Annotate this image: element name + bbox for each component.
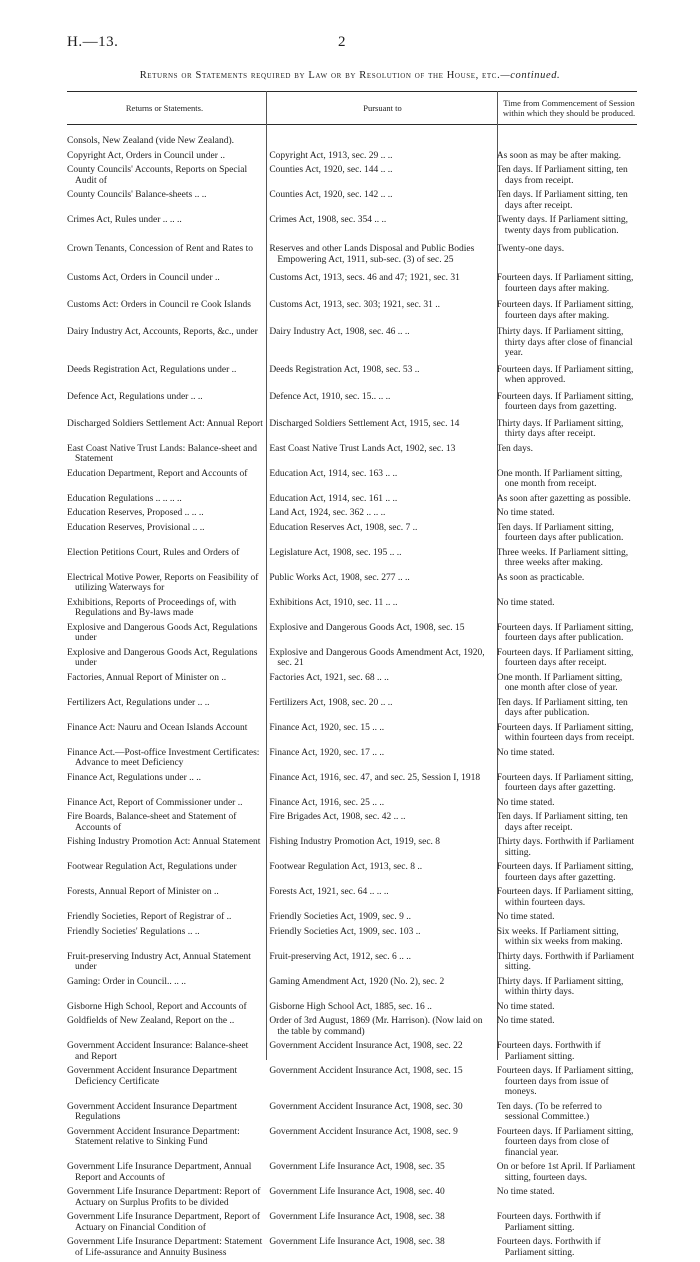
table-row [67, 748, 637, 769]
table-row [67, 723, 637, 744]
table-row [67, 365, 637, 386]
table-row [67, 1041, 637, 1062]
table-row [67, 837, 637, 858]
returns-cell: Electrical Motive Power, Reports on Feasibility of utilizing Waterways for [67, 572, 259, 593]
pursuant-cell: Explosive and Dangerous Goods Act, 1908, sec. 15 [269, 622, 465, 633]
returns-cell: Government Life Insurance Department, Annual Report and Accounts of [67, 1162, 252, 1183]
table-row [67, 494, 637, 505]
pursuant-cell: Defence Act, 1910, sec. 15.. .. .. [269, 391, 391, 402]
pursuant-cell: Fishing Industry Promotion Act, 1919, sec. 8 [269, 837, 441, 847]
pursuant-cell: Government Accident Insurance Act, 1908, sec. 22 [269, 1041, 463, 1051]
returns-cell: Education Regulations .. .. .. .. [67, 493, 182, 504]
time-cell: Fourteen days. Forthwith if Parliament sitting. [496, 1212, 601, 1233]
pursuant-cell: Education Act, 1914, sec. 163 .. .. [269, 468, 398, 479]
returns-cell: Government Accident Insurance Department: Statement relative to Sinking Fund [67, 1126, 240, 1147]
time-cell: Ten days. If Parliament sitting, ten days from receipt. [496, 165, 628, 186]
time-cell: Thirty days. If Parliament sitting, thirty days after close of financial year. [496, 327, 633, 358]
time-cell: Fourteen days. If Parliament sitting, fourteen days from issue of moneys. [496, 1066, 634, 1097]
pursuant-cell: Finance Act, 1920, sec. 17 .. .. [269, 747, 385, 758]
table-row [67, 151, 637, 162]
time-cell: As soon as may be after making. [496, 150, 621, 161]
time-cell: Fourteen days. Forthwith if Parliament sitting. [496, 1237, 601, 1258]
time-cell: Fourteen days. If Parliament sitting, fourteen days from gazetting. [496, 391, 634, 412]
returns-cell: Government Life Insurance Department, Report of Actuary on Financial Condition of [67, 1212, 261, 1233]
time-cell: Ten days. If Parliament sitting, ten days after receipt. [496, 190, 628, 211]
table-row [67, 862, 637, 883]
pursuant-cell: Government Life Insurance Act, 1908, sec. 35 [269, 1162, 445, 1172]
returns-cell: Deeds Registration Act, Regulations under .. [67, 364, 237, 375]
pursuant-cell [269, 136, 496, 147]
table-row [67, 887, 637, 908]
table-row [67, 508, 637, 519]
table-row [67, 392, 637, 413]
pursuant-cell: Order of 3rd August, 1869 (Mr. Harrison). (Now laid on the table by command) [269, 1016, 483, 1037]
pursuant-cell: Education Act, 1914, sec. 161 .. .. [269, 493, 398, 504]
returns-cell: Friendly Societies, Report of Registrar of .. [67, 912, 232, 922]
pursuant-cell: Dairy Industry Act, 1908, sec. 46 .. .. [269, 327, 410, 337]
returns-cell: Finance Act.—Post-office Investment Certificates: Advance to meet Deficiency [67, 747, 260, 768]
pursuant-cell: Land Act, 1924, sec. 362 .. .. .. [269, 508, 386, 518]
returns-cell: County Councils' Accounts, Reports on Special Audit of [67, 165, 248, 186]
pursuant-cell: Explosive and Dangerous Goods Amendment Act, 1920, sec. 21 [269, 647, 485, 668]
pursuant-cell: Government Accident Insurance Act, 1908, sec. 9 [269, 1126, 458, 1137]
returns-cell: Government Accident Insurance Department Deficiency Certificate [67, 1066, 238, 1087]
pursuant-cell: Government Life Insurance Act, 1908, sec. 40 [269, 1187, 445, 1197]
time-cell: Fourteen days. If Parliament sitting, within fourteen days from receipt. [496, 722, 635, 743]
pursuant-cell: Friendly Societies Act, 1909, sec. 9 .. [269, 912, 412, 922]
time-cell: Three weeks. If Parliament sitting, three weeks after making. [496, 547, 629, 568]
pursuant-cell: Government Accident Insurance Act, 1908, sec. 30 [269, 1101, 463, 1112]
returns-cell: Consols, New Zealand (vide New Zealand). [67, 136, 234, 146]
returns-cell: Government Life Insurance Department: Report of Actuary on Surplus Profits to be divided [67, 1187, 261, 1208]
returns-cell: Fire Boards, Balance-sheet and Statement of Accounts of [67, 812, 237, 833]
returns-cell: Government Accident Insurance: Balance-sheet and Report [67, 1041, 249, 1062]
pursuant-cell: Fire Brigades Act, 1908, sec. 42 .. .. [269, 812, 406, 822]
time-cell: On or before 1st April. If Parliament sitting, fourteen days. [496, 1162, 636, 1183]
table-row [67, 523, 637, 544]
returns-cell: Fruit-preserving Industry Act, Annual Statement under [67, 951, 251, 972]
header-rule [67, 124, 637, 125]
returns-cell: Fishing Industry Promotion Act: Annual Statement [67, 837, 261, 847]
time-cell: No time stated. [496, 747, 555, 758]
returns-cell: County Councils' Balance-sheets .. .. [67, 190, 207, 200]
pursuant-cell: Copyright Act, 1913, sec. 29 .. .. [269, 150, 393, 161]
pursuant-cell: Education Reserves Act, 1908, sec. 7 .. [269, 522, 418, 533]
pursuant-cell: Deeds Registration Act, 1908, sec. 53 .. [269, 364, 420, 375]
column-header-pursuant: Pursuant to [363, 103, 402, 113]
table-row [67, 444, 637, 465]
table-row [67, 419, 637, 440]
returns-cell: Discharged Soldiers Settlement Act: Annual Report [67, 418, 263, 429]
time-cell: Thirty days. If Parliament sitting, within thirty days. [496, 976, 624, 997]
table-row [67, 1212, 637, 1233]
pursuant-cell: Government Life Insurance Act, 1908, sec. 38 [269, 1237, 445, 1247]
table-row [67, 1187, 637, 1208]
table-row [67, 469, 637, 490]
table-row [67, 327, 637, 359]
time-cell: Fourteen days. If Parliament sitting, fourteen days after making. [496, 273, 634, 294]
time-cell: No time stated. [496, 1187, 555, 1197]
returns-cell: Defence Act, Regulations under .. .. [67, 391, 203, 402]
table-row [67, 1162, 637, 1183]
returns-cell: Gisborne High School, Report and Accounts of [67, 1001, 247, 1012]
page-title-suffix: —continued. [500, 70, 561, 81]
time-cell: Ten days. If Parliament sitting, ten days after receipt. [496, 812, 628, 833]
time-cell: Fourteen days. If Parliament sitting, fourteen days after making. [496, 300, 634, 321]
table-row [67, 165, 637, 186]
time-cell: Fourteen days. If Parliament sitting, fourteen days after gazetting. [496, 772, 634, 793]
pursuant-cell: Finance Act, 1920, sec. 15 .. .. [269, 722, 385, 733]
time-cell: Six weeks. If Parliament sitting, within six weeks from making. [496, 926, 623, 947]
document-reference: H.—13. [67, 34, 119, 50]
table-row [67, 190, 637, 211]
pursuant-cell: Finance Act, 1916, sec. 25 .. .. [269, 797, 385, 808]
table-row [67, 548, 637, 569]
table-row [67, 812, 637, 833]
pursuant-cell: East Coast Native Trust Lands Act, 1902, sec. 13 [269, 443, 456, 454]
pursuant-cell: Exhibitions Act, 1910, sec. 11 .. .. [269, 597, 398, 608]
time-cell: Ten days. If Parliament sitting, fourteen days after publication. [496, 522, 624, 543]
column-header-time: Time from Commencement of Session within which they should be produced. [502, 98, 636, 118]
returns-table [67, 136, 637, 1262]
returns-cell: Education Reserves, Proposed .. .. .. [67, 508, 204, 518]
table-row [67, 912, 637, 923]
pursuant-cell: Reserves and other Lands Disposal and Public Bodies Empowering Act, 1911, sub-sec. (3) of sec. 25 [269, 244, 475, 265]
pursuant-cell: Forests Act, 1921, sec. 64 .. .. .. [269, 887, 389, 897]
returns-cell: Footwear Regulation Act, Regulations under [67, 862, 237, 872]
top-rule [67, 91, 637, 92]
time-cell: Twenty-one days. [496, 244, 565, 254]
returns-cell: Forests, Annual Report of Minister on .. [67, 887, 219, 897]
table-row [67, 598, 637, 619]
table-row [67, 215, 637, 236]
table-row [67, 927, 637, 948]
pursuant-cell: Counties Act, 1920, sec. 144 .. .. [269, 165, 393, 175]
pursuant-cell: Government Life Insurance Act, 1908, sec. 38 [269, 1212, 445, 1222]
time-cell: No time stated. [496, 797, 555, 808]
time-cell: Ten days. If Parliament sitting, ten days after publication. [496, 697, 628, 718]
returns-cell: Finance Act, Report of Commissioner under .. [67, 797, 243, 808]
table-row [67, 1127, 637, 1159]
table-row [67, 1002, 637, 1013]
time-cell: Fourteen days. If Parliament sitting, fourteen days after receipt. [496, 647, 634, 668]
time-cell: Twenty days. If Parliament sitting, twenty days from publication. [496, 215, 628, 236]
time-cell: Thirty days. Forthwith if Parliament sitting. [496, 951, 635, 972]
table-row [67, 1066, 637, 1098]
returns-cell: Factories, Annual Report of Minister on .. [67, 672, 227, 683]
pursuant-cell: Government Accident Insurance Act, 1908, sec. 15 [269, 1066, 463, 1076]
returns-cell: East Coast Native Trust Lands: Balance-sheet and Statement [67, 443, 257, 464]
time-cell: No time stated. [496, 508, 555, 518]
pursuant-cell: Friendly Societies Act, 1909, sec. 103 .. [269, 926, 421, 937]
table-row [67, 273, 637, 294]
table-row [67, 1237, 637, 1258]
pursuant-cell: Fruit-preserving Act, 1912, sec. 6 .. .. [269, 951, 411, 962]
table-row [67, 623, 637, 644]
table-row [67, 673, 637, 694]
table-row [67, 300, 637, 321]
returns-cell: Explosive and Dangerous Goods Act, Regulations under [67, 647, 258, 668]
pursuant-cell: Discharged Soldiers Settlement Act, 1915, sec. 14 [269, 418, 460, 429]
time-cell: Fourteen days. If Parliament sitting, when approved. [496, 364, 634, 385]
pursuant-cell: Finance Act, 1916, sec. 47, and sec. 25, Session I, 1918 [269, 772, 481, 783]
pursuant-cell: Factories Act, 1921, sec. 68 .. .. [269, 672, 389, 683]
table-row [67, 648, 637, 669]
returns-cell: Goldfields of New Zealand, Report on the .. [67, 1016, 235, 1026]
page-title-main: Returns or Statements required by Law or by Resolution of the House, etc. [139, 70, 501, 81]
time-cell: As soon as practicable. [496, 572, 585, 583]
returns-cell: Government Life Insurance Department: Statement of Life-assurance and Annuity Business [67, 1237, 263, 1258]
time-cell: One month. If Parliament sitting, one month after close of year. [496, 672, 623, 693]
page-title [0, 70, 700, 81]
time-cell: Fourteen days. If Parliament sitting, fourteen days from close of financial year. [496, 1126, 634, 1158]
pursuant-cell: Customs Act, 1913, sec. 303; 1921, sec. 31 .. [269, 300, 441, 310]
table-row [67, 977, 637, 998]
table-row [67, 798, 637, 809]
table-row [67, 952, 637, 973]
returns-cell: Exhibitions, Reports of Proceedings of, with Regulations and By-laws made [67, 597, 237, 618]
returns-cell: Gaming: Order in Council.. .. .. [67, 976, 186, 987]
time-cell: Fourteen days. If Parliament sitting, fourteen days after publication. [496, 622, 634, 643]
pursuant-cell: Public Works Act, 1908, sec. 277 .. .. [269, 572, 410, 583]
time-cell: Thirty days. Forthwith if Parliament sitting. [496, 837, 635, 858]
returns-cell: Government Accident Insurance Department Regulations [67, 1101, 238, 1122]
table-row [67, 573, 637, 594]
returns-cell: Friendly Societies' Regulations .. .. [67, 926, 200, 937]
returns-cell: Copyright Act, Orders in Council under .. [67, 150, 226, 161]
returns-cell: Fertilizers Act, Regulations under .. .. [67, 697, 210, 708]
returns-cell: Crimes Act, Rules under .. .. .. [67, 215, 182, 225]
column-header-returns: Returns or Statements. [125, 103, 204, 113]
page-number: 2 [338, 34, 346, 50]
time-cell: As soon after gazetting as possible. [496, 493, 631, 504]
returns-cell: Customs Act: Orders in Council re Cook Islands [67, 300, 251, 310]
returns-cell: Dairy Industry Act, Accounts, Reports, &c., under [67, 327, 258, 337]
time-cell: Fourteen days. If Parliament sitting, fourteen days after gazetting. [496, 862, 634, 883]
time-cell: Fourteen days. Forthwith if Parliament sitting. [496, 1041, 601, 1062]
pursuant-cell: Legislature Act, 1908, sec. 195 .. .. [269, 547, 402, 558]
returns-cell: Finance Act: Nauru and Ocean Islands Account [67, 722, 248, 733]
time-cell: Thirty days. If Parliament sitting, thirty days after receipt. [496, 418, 624, 439]
returns-cell: Explosive and Dangerous Goods Act, Regulations under [67, 622, 258, 643]
returns-cell: Education Department, Report and Accounts of [67, 468, 248, 479]
table-row [67, 136, 637, 147]
time-cell: One month. If Parliament sitting, one month from receipt. [496, 468, 623, 489]
table-row [67, 1016, 637, 1037]
returns-cell: Election Petitions Court, Rules and Orders of [67, 547, 240, 558]
returns-cell: Finance Act, Regulations under .. .. [67, 772, 202, 783]
time-cell: Ten days. (To be referred to sessional Committee.) [496, 1101, 602, 1122]
time-cell: Fourteen days. If Parliament sitting, within fourteen days. [496, 887, 634, 908]
pursuant-cell: Fertilizers Act, 1908, sec. 20 .. .. [269, 697, 393, 708]
time-cell: No time stated. [496, 1016, 555, 1026]
returns-cell: Education Reserves, Provisional .. .. [67, 522, 205, 533]
pursuant-cell: Customs Act, 1913, secs. 46 and 47; 1921, sec. 31 [269, 273, 460, 283]
pursuant-cell: Footwear Regulation Act, 1913, sec. 8 .. [269, 862, 423, 872]
returns-cell: Customs Act, Orders in Council under .. [67, 273, 220, 283]
pursuant-cell: Crimes Act, 1908, sec. 354 .. .. [269, 215, 387, 225]
returns-cell: Crown Tenants, Concession of Rent and Rates to [67, 244, 253, 254]
pursuant-cell: Gisborne High School Act, 1885, sec. 16 .. [269, 1001, 432, 1012]
table-row [67, 773, 637, 794]
time-cell: Ten days. [496, 443, 533, 454]
table-row [67, 1102, 637, 1123]
time-cell: No time stated. [496, 912, 555, 922]
time-cell: No time stated. [496, 597, 555, 608]
pursuant-cell: Counties Act, 1920, sec. 142 .. .. [269, 190, 393, 200]
time-cell: No time stated. [496, 1001, 555, 1012]
table-row [67, 244, 637, 265]
table-row [67, 698, 637, 719]
pursuant-cell: Gaming Amendment Act, 1920 (No. 2), sec. 2 [269, 976, 445, 987]
time-cell [497, 136, 637, 147]
